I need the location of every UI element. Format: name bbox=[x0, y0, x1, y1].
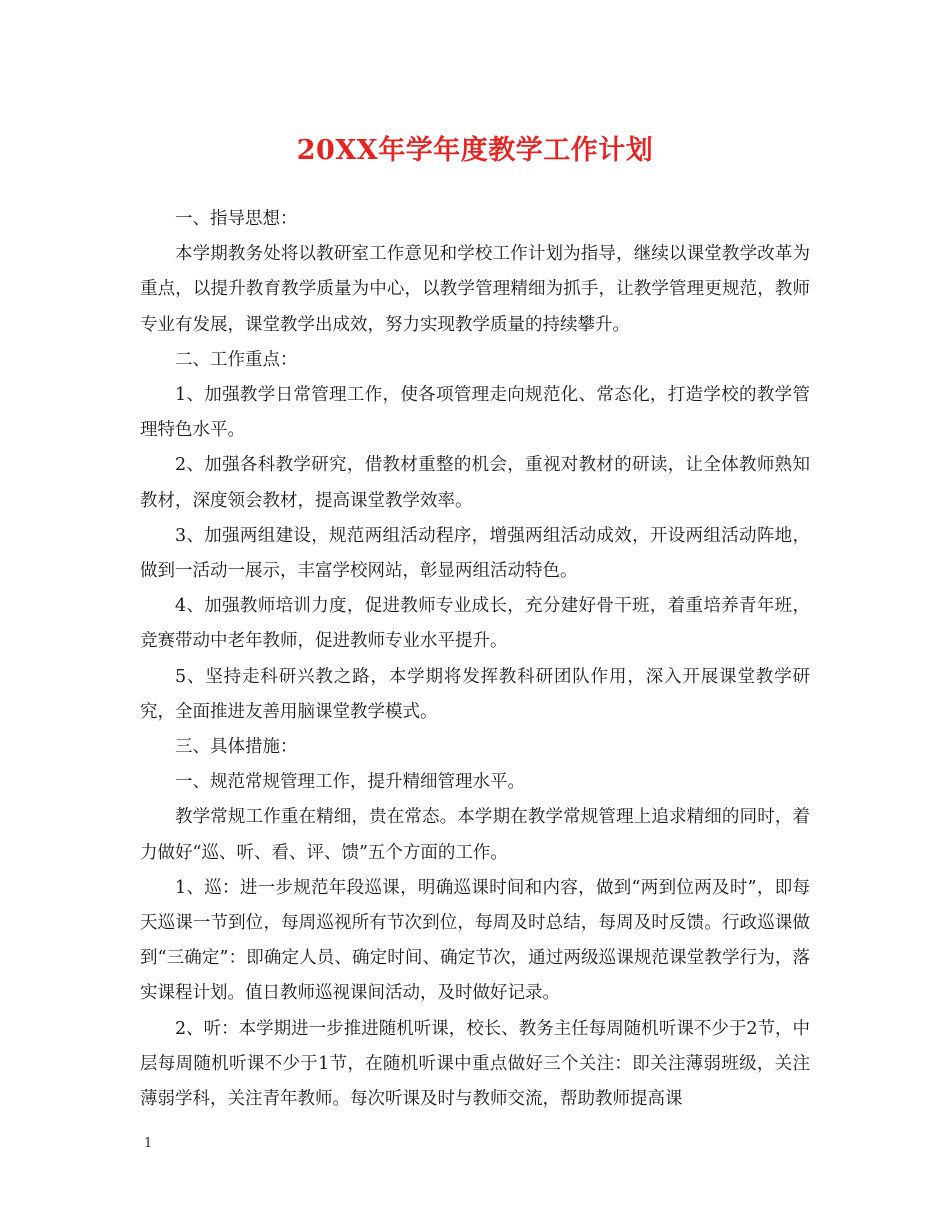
paragraph: 5、坚持走科研兴教之路，本学期将发挥教科研团队作用，深入开展课堂教学研究，全面推进友善用脑课堂教学模式。 bbox=[140, 666, 810, 722]
paragraph-heading-guiding-ideology: 一、指导思想： bbox=[175, 209, 298, 229]
paragraph-heading-work-focus: 二、工作重点： bbox=[175, 349, 298, 370]
page-number: 1 bbox=[144, 1136, 153, 1151]
paragraph-heading-measures: 三、具体措施： bbox=[175, 737, 298, 758]
paragraph: 4、加强教师培训力度，促进教师专业成长，充分建好骨干班，着重培养青年班，竞赛带动中老年教师，促进教师专业水平提升。 bbox=[140, 596, 810, 652]
paragraph: 本学期教务处将以教研室工作意见和学校工作计划为指导，继续以课堂教学改革为重点，以提升教育教学质量为中心，以教学管理精细为抓手，让教学管理更规范，教师专业有发展，课堂教学出成效，努力实现教学质量的持续攀升。 bbox=[140, 244, 810, 335]
paragraph: 教学常规工作重在精细，贵在常态。本学期在教学常规管理上追求精细的同时，着力做好“巡、听、看、评、馈”五个方面的工作。 bbox=[140, 807, 810, 863]
paragraph: 1、加强教学日常管理工作，使各项管理走向规范化、常态化，打造学校的教学管理特色水平。 bbox=[140, 385, 810, 441]
paragraph: 2、加强各科教学研究，借教材重整的机会，重视对教材的研读，让全体教师熟知教材，深度领会教材，提高课堂教学效率。 bbox=[140, 455, 810, 511]
paragraph: 3、加强两组建设，规范两组活动程序，增强两组活动成效，开设两组活动阵地，做到一活动一展示，丰富学校网站，彰显两组活动特色。 bbox=[140, 525, 810, 582]
paragraph: 一、规范常规管理工作，提升精细管理水平。 bbox=[175, 772, 525, 793]
document-body bbox=[140, 202, 810, 1117]
paragraph: 1、巡：进一步规范年段巡课，明确巡课时间和内容，做到“两到位两及时”，即每天巡课一节到位，每周巡视所有节次到位，每周及时总结，每周及时反馈。行政巡课做到“三确定”：即确定人员、确定时间、确定节次，通过两级巡课规范课堂教学行为，落实课程计划。值日教师巡视课间活动，及时做好记录。 bbox=[140, 877, 810, 1004]
document-title: 20XX年学年度教学工作计划 bbox=[296, 135, 654, 166]
paragraph: 2、听：本学期进一步推进随机听课，校长、教务主任每周随机听课不少于2节，中层每周随机听课不少于1节，在随机听课中重点做好三个关注：即关注薄弱班级，关注薄弱学科，关注青年教师。每次听课及时与教师交流，帮助教师提高课 bbox=[140, 1018, 810, 1110]
